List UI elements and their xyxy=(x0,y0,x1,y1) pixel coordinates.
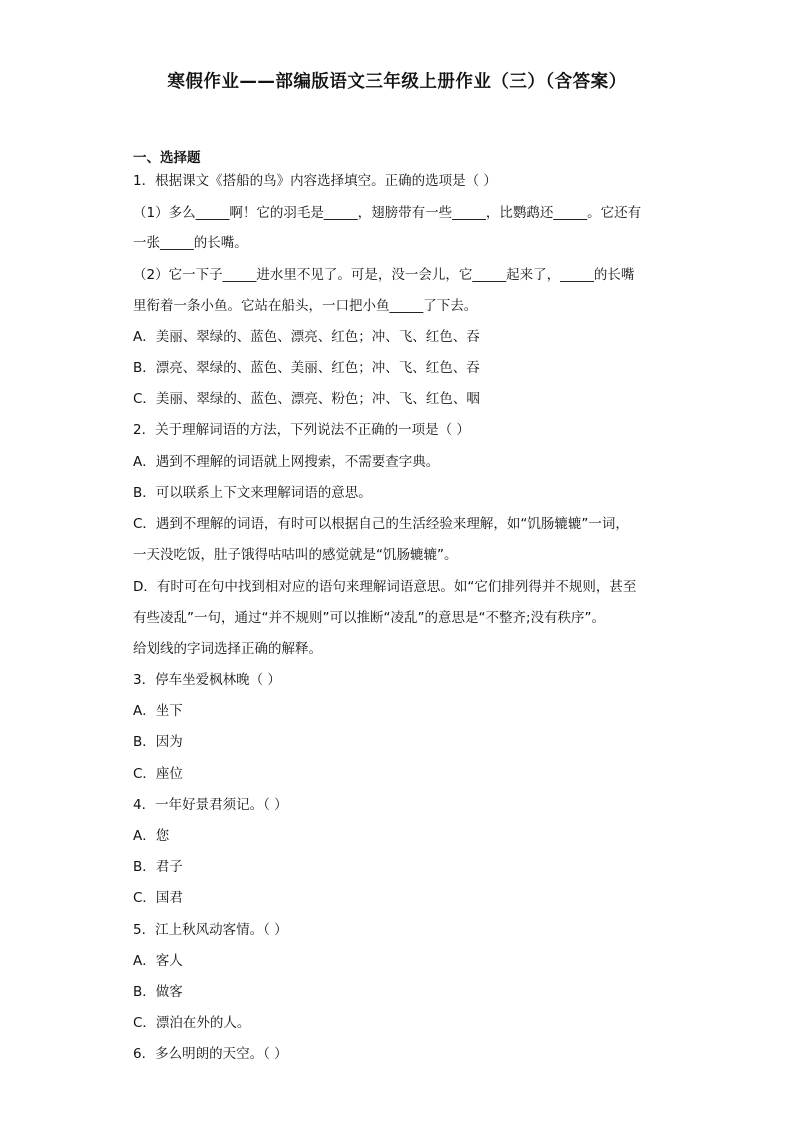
question-2-option-a: A．遇到不理解的词语就上网搜索，不需要查字典。 xyxy=(133,454,440,470)
question-1-option-a: A．美丽、翠绿的、蓝色、漂亮、红色；冲、飞、红色、吞 xyxy=(133,329,480,345)
question-2-option-d-cont: 有些凌乱”一句，通过“并不规则”可以推断“凌乱”的意思是“不整齐;没有秩序”。 xyxy=(133,610,606,626)
question-1-part-2: （2）它一下子_____进水里不见了。可是，没一会儿，它_____起来了，_____的长嘴 xyxy=(133,267,635,283)
question-5-option-c: C．漂泊在外的人。 xyxy=(133,1015,251,1031)
question-4-stem: 4．一年好景君须记。（ ） xyxy=(133,797,288,813)
question-2-option-c: C．遇到不理解的词语，有时可以根据自己的生活经验来理解，如“饥肠辘辘”一词， xyxy=(133,516,629,532)
question-5-stem: 5．江上秋风动客情。（ ） xyxy=(133,922,288,938)
question-1-stem: 1．根据课文《搭船的鸟》内容选择填空。正确的选项是（ ） xyxy=(133,173,497,189)
question-5-option-b: B．做客 xyxy=(133,984,183,1000)
question-4-option-c: C．国君 xyxy=(133,890,183,906)
section-heading: 一、选择题 xyxy=(133,150,201,166)
question-1-part-2-cont: 里衔着一条小鱼。它站在船头，一口把小鱼_____了下去。 xyxy=(133,298,478,314)
instruction-text: 给划线的字词选择正确的解释。 xyxy=(133,641,322,657)
question-3-option-c: C．座位 xyxy=(133,766,183,782)
question-1-part-1: （1）多么_____啊！它的羽毛是_____，翅膀带有一些_____，比鹦鹉还_____。它还有 xyxy=(133,205,642,221)
question-2-option-c-cont: 一天没吃饭，肚子饿得咕咕叫的感觉就是“饥肠辘辘”。 xyxy=(133,547,458,563)
page-title: 寒假作业——部编版语文三年级上册作业（三）（含答案） xyxy=(167,72,627,92)
question-2-option-b: B．可以联系上下文来理解词语的意思。 xyxy=(133,485,372,501)
question-1-part-1-cont: 一张_____的长嘴。 xyxy=(133,235,248,251)
question-3-option-a: A．坐下 xyxy=(133,703,183,719)
question-6-stem: 6．多么明朗的天空。（ ） xyxy=(133,1046,288,1062)
question-2-stem: 2．关于理解词语的方法，下列说法不正确的一项是（ ） xyxy=(133,422,470,438)
question-1-option-b: B．漂亮、翠绿的、蓝色、美丽、红色；冲、飞、红色、吞 xyxy=(133,360,480,376)
question-3-option-b: B．因为 xyxy=(133,734,183,750)
question-3-stem: 3．停车坐爱枫林晚（ ） xyxy=(133,672,281,688)
question-2-option-d: D．有时可在句中找到相对应的语句来理解词语意思。如“它们排列得并不规则，甚至 xyxy=(133,579,637,595)
question-1-option-c: C．美丽、翠绿的、蓝色、漂亮、粉色；冲、飞、红色、咽 xyxy=(133,391,480,407)
question-4-option-a: A．您 xyxy=(133,828,170,844)
question-5-option-a: A．客人 xyxy=(133,953,183,969)
question-4-option-b: B．君子 xyxy=(133,859,183,875)
